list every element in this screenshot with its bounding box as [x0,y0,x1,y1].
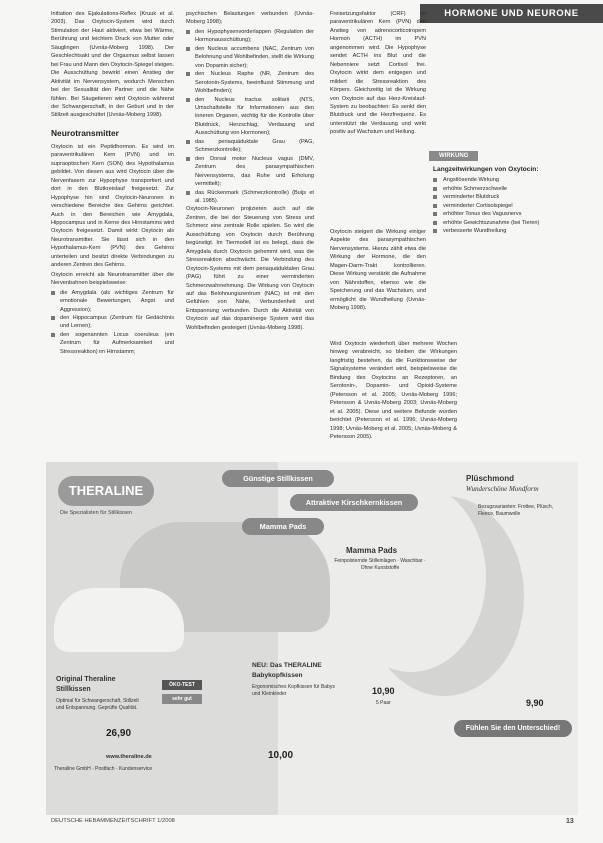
list-item: den Nucleus Raphe (NR, Zentrum des Serotonin-Systems, beeinflusst Stimmung und Wohlbefinden); [186,70,314,95]
list-item: erhöhte Schmerzschwelle [433,185,576,193]
ad-address: Theraline GmbH · Postfach · Kundenservice [54,766,153,772]
ad-plueschmond-text: Bezugsvarianten: Frottee, Plüsch, Fleece, Baumwolle [478,504,554,517]
list-item: den Dorsal motor Nucleus vagus (DMV, Zentrum des parasympathischen Nervensystems, das Ruhe und Erholung vermittelt); [186,155,314,189]
oekotest-badge: ÖKO-TEST [162,680,202,690]
ad-neu-title: NEU: Das THERALINE [252,662,322,669]
ad-original-text: Optimal für Schwangerschaft, Stillzeit und Entspannung. Geprüfte Qualität. [56,698,139,711]
paragraph: Oxytocin ist ein Peptidhormon. Es wird im paraventrikulären Kern (PVN) und im supraoptischen Kern (SON) des Hypothalamus gebildet. Von diesen aus wird Oxytocin über die Nervenfasern zur Hypophyse transportiert und dort in den Blutkreislauf freigesetzt. Zur Hypophyse hin sind Oxytocin-Neuronen in verschiedene Bereiche des Gehirns gerichtet. Auch in den Bereichen wie Amygdala, Hippocampus und in Kerne des Hirnstamms wird Oxytocin freigesetzt. Damit wirkt Oxytocin als Neurotransmitter. Sie lässt sich in den Hypothalamus-Kern (PVN) des Gehirns unterteilen und besitzt direkte Verbindungen zu anderen Zentren des Gehirns. [51,143,174,269]
info-box-title: Langzeitwirkungen von Oxytocin: [433,166,539,173]
footer-journal: DEUTSCHE HEBAMMENZEITSCHRIFT 1/2008 [51,818,175,824]
list-item: verminderter Cortisolspiegel [433,202,576,210]
ad-pill-kirschkern: Attraktive Kirschkernkissen [290,494,418,511]
paragraph: Oxytocin erreicht als Neurotransmitter über die Nervenbahnen beispielsweise: [51,271,174,287]
list-item: erhöhter Tonus des Vagusnervs [433,210,576,218]
page-number: 13 [566,818,574,825]
ad-plueschmond-title: Plüschmond [466,474,515,483]
list-item: verminderter Blutdruck [433,193,576,201]
ad-mamma-title: Mamma Pads [346,546,398,555]
info-box [429,151,576,236]
ad-neu-text: Ergonomisches Kopfkissen für Babys und Kleinkinder [252,684,335,697]
paragraph: Freisetzungsfaktor (CRF) im paraventrikulären Kern (PVN) den Anstieg von adrenocorticotropem Hormon (ACTH) im PVN angenommen wird. Die Hypophyse sendet ACTH ins Blut und die Nebenniere setzt Cortisol frei. Oxytocin wirkt dem entgegen und mildert die Stressreaktion des Körpers. Gleichzeitig ist die Wirkung von Oxytocin auf das Herz-Kreislauf-System zu beobachten: Es senkt den Blutdruck und die Herzfrequenz. Es unterstützt die Verdauung und wirkt positiv auf Wachstum und Heilung. [330,11,426,136]
list-item: verbesserte Wundheilung [433,227,576,235]
ad-mamma-price: 10,90 [372,686,395,696]
paragraph: Initiation des Ejakulations-Reflex (Kruuk et al. 2003). Das Oxytocin-System wird durch Stimulation der Haut aktiviert, etwa bei Wärme, Berührung und leichtem Druck von Mutter oder Säuglingen (Uvnäs-Moberg 1998). Der Geschlechtsakt und der Orgasmus selbst lassen bei Frau und Mann den Oxytocin-Spiegel steigen. Die Ausschüttung bewirkt einen Anstieg der Aktivität im Nervensystem, wodurch Menschen bei der Sexualität den Partner und die Nähe fühlen. Bei Säugetieren wird Oxytocin während der Schwangerschaft, in der Geburt und in der Stillzeit ausgeschüttet (Uvnäs-Moberg 1998). [51,11,174,119]
list-item: das Rückenmark (Schmerzkontrolle) (Buijs et al. 1985). [186,189,314,206]
ad-mamma-text: Feinpolsternde Stilleinlagen · Waschbar · Ohne Kunststoffe [334,558,426,571]
info-box-list [429,176,576,235]
ad-plueschmond-price: 9,90 [526,698,544,708]
brand-tagline: Die Spezialisten für Stillkissen [60,510,132,516]
text-column-2 [186,10,314,333]
text-column-1 [51,10,174,356]
paragraph: Oxytocin-Neuronen projizieren auch auf die Zentren, die bei der Steuerung von Stress und Schmerz eine zentrale Rolle spielen. So wird die Ausschüttung von Oxytocin durch Berührung begünstigt. Im Tiermodell ist es belegt, dass die Amygdala durch Oxytocin gehemmt wird, was die Stressreaktion abschwächt. Die Verbindung des Oxytocin-Systems mit dem periaquäduktalen Grau (PAG) führt zu einer verminderten Schmerzwahrnehmung. Die Wirkung von Oxytocin auf das Belohnungszentrum (NAC) ist mit den Gefühlen von Nähe, Verbundenheit und Entspannung verbunden. Durch die Aktivität von Oxytocin auf das dopaminerge System wird das Wohlbefinden gesteigert (Uvnäs-Moberg 1998). [186,206,314,331]
text-column-3-bottom [330,340,457,442]
oekotest-rating-badge: sehr gut [162,694,202,704]
ad-plueschmond-sub: Wunderschöne Mondform [466,485,539,493]
list-item: den Nucleus accumbens (NAC, Zentrum von Belohnung und Wohlbefinden, stellt die Wirkung von Dopamin sicher); [186,45,314,70]
section-heading: Neurotransmitter [51,127,119,138]
ad-pill-stillkissen: Günstige Stillkissen [222,470,334,487]
section-banner: HORMONE UND NEURONE [420,4,603,23]
list-item: erhöhte Gewichtszunahme (bei Tieren) [433,219,576,227]
info-box-tab: WIRKUNG [429,151,478,161]
text-column-3-mid [330,228,426,314]
ad-mamma-price-unit: 5 Paar [376,700,391,706]
list-item: den Hippocampus (Zentrum für Gedächtnis und Lernen); [51,314,174,331]
paragraph: psychischen Belastungen verbunden (Uvnäs-Moberg 1998); [186,11,314,26]
ad-neu-price: 10,00 [268,750,294,761]
advertisement [46,462,578,815]
ad-neu-sub: Babykopfkissen [252,672,303,679]
list-item: den Hypophysenvorderlappen (Regulation der Hormonausschüttung); [186,28,314,45]
ad-original-title: Original Theraline [56,676,116,683]
ad-cta-pill: Fühlen Sie den Unterschied! [454,720,572,737]
text-column-3 [330,10,426,138]
list-item: den Nucleus tractus solitarii (NTS, Umschaltstelle für Informationen aus den inneren Organen, wichtig für die Kontrolle über Blutdruck, Herzschlag, Verdauung und Ausschüttung von Hormonen); [186,96,314,138]
bullet-list [186,28,314,206]
list-item: den sogenannten Locus coeruleus (ein Zentrum für Aufmerksamkeit und Stressreaktion) im Hirnstamm; [51,331,174,356]
ad-pill-mamma-pads: Mamma Pads [242,518,324,535]
ad-original-price: 26,90 [106,728,132,739]
brand-logo: THERALINE [58,476,154,506]
list-item: die Amygdala (als wichtiges Zentrum für emotionale Bewertungen, Angst und Aggression); [51,289,174,314]
paragraph: Oxytocin steigert die Wirkung einiger Aspekte des parasympathischen Nervensystems. Hierzu zählt etwa die Wirkung der Hormone, die den Magen-Darm-Trakt kontrollieren. Diese Wirkung verstärkt die Aufnahme von Nährstoffen, ebenso wie die Speicherung und das Wachstum, und ermöglicht die Wundheilung (Uvnäs-Moberg 1998). [330,229,426,312]
bullet-list [51,289,174,357]
paragraph: Wird Oxytocin wiederholt über mehrere Wochen hinweg verabreicht, so bleiben die Wirkungen langfristig bestehen, da die Funktionsweise der Signalsysteme verändert wird, beispielsweise die Bindung des Oxytocins an Rezeptoren, an Serotonin-, Dopamin- und Opioid-Systeme (Petersson et al. 2005; Uvnäs-Moberg 1996; Petersson & Uvnäs-Moberg 2003; Uvnäs-Moberg et al. 2005). Diese und weitere Befunde wurden berichtet (Petersson et al. 1996; Uvnäs-Moberg 1998; Uvnäs-Moberg et al. 2005; Uvnäs-Moberg & Petersson 2005). [330,341,457,440]
pillow-photo [54,588,184,652]
ad-original-sub: Stillkissen [56,686,91,693]
list-item: Angstlösende Wirkung [433,176,576,184]
list-item: das periaquäduktale Grau (PAG, Schmerzkontrolle); [186,138,314,155]
ad-website: www.theraline.de [106,754,152,760]
